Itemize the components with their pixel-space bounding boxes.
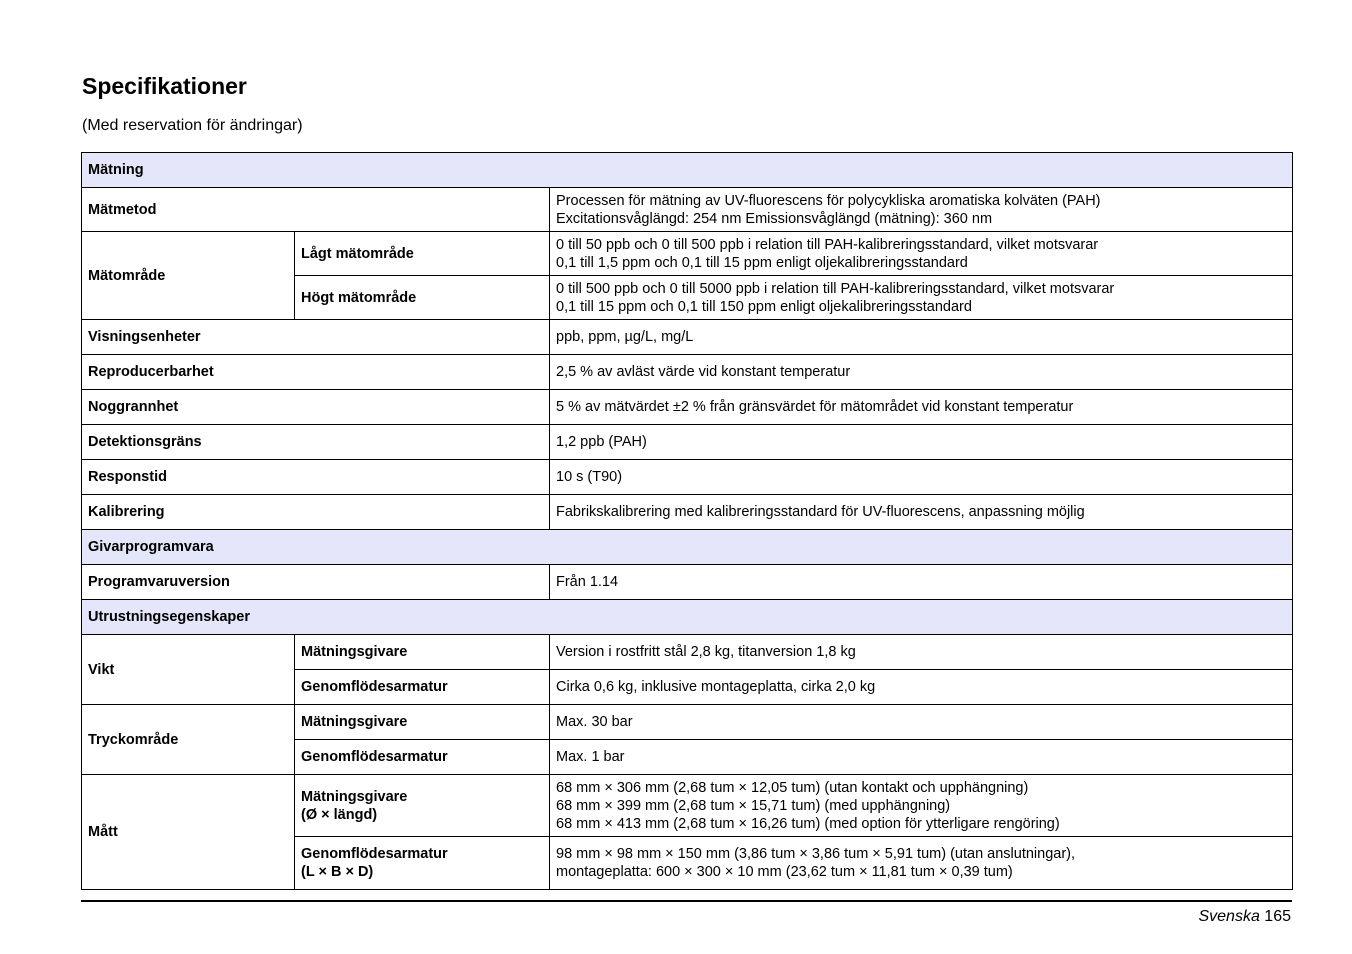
row-label: Mätmetod [82,188,550,232]
row-value: 5 % av mätvärdet ±2 % från gränsvärdet för mätområdet vid konstant temperatur [550,390,1293,425]
row-label: Tryckområde [82,705,295,775]
row-label: Mätområde [82,232,295,320]
table-row [82,232,1293,276]
value-line: 68 mm × 413 mm (2,68 tum × 16,26 tum) (med option för ytterligare rengöring) [556,815,1060,832]
row-value: ppb, ppm, µg/L, mg/L [550,320,1293,355]
table-row [82,460,1293,495]
section-title: Mätning [82,153,1293,188]
value-line: 0,1 till 1,5 ppm och 0,1 till 15 ppm enligt oljekalibreringsstandard [556,254,968,271]
value-line: montageplatta: 600 × 300 × 10 mm (23,62 tum × 11,81 tum × 0,39 tum) [556,864,1013,880]
page-footer [1198,908,1291,926]
row-value: Från 1.14 [550,565,1293,600]
row-label: Mått [82,775,295,890]
row-value: Max. 30 bar [550,705,1293,740]
row-label: Visningsenheter [82,320,550,355]
table-row [82,775,1293,837]
row-value: 1,2 ppb (PAH) [550,425,1293,460]
row-sublabel: Högt mätområde [295,276,550,320]
row-value: Cirka 0,6 kg, inklusive montageplatta, cirka 2,0 kg [550,670,1293,705]
row-sublabel [295,837,550,890]
value-line: 0 till 500 ppb och 0 till 5000 ppb i relation till PAH-kalibreringsstandard, vilket motsvarar [556,280,1115,297]
row-label: Noggrannhet [82,390,550,425]
row-sublabel: Genomflödesarmatur [295,670,550,705]
row-value [550,837,1293,890]
row-sublabel: Lågt mätområde [295,232,550,276]
footer-divider [81,900,1292,902]
row-label: Programvaruversion [82,565,550,600]
value-line: 68 mm × 399 mm (2,68 tum × 15,71 tum) (med upphängning) [556,797,951,814]
row-value: 10 s (T90) [550,460,1293,495]
table-row [82,188,1293,232]
row-value: Fabrikskalibrering med kalibreringsstandard för UV-fluorescens, anpassning möjlig [550,495,1293,530]
row-sublabel: Mätningsgivare [295,635,550,670]
sublabel-line: Genomflödesarmatur [301,846,448,862]
row-label: Kalibrering [82,495,550,530]
sublabel-line: Mätningsgivare [301,788,408,805]
specifications-table [81,152,1293,890]
value-line: 98 mm × 98 mm × 150 mm (3,86 tum × 3,86 tum × 5,91 tum) (utan anslutningar), [556,846,1076,862]
table-row [82,390,1293,425]
row-value [550,188,1293,232]
table-row [82,705,1293,740]
row-value [550,276,1293,320]
section-title: Utrustningsegenskaper [82,600,1293,635]
row-value [550,775,1293,837]
row-sublabel: Genomflödesarmatur [295,740,550,775]
row-value: 2,5 % av avläst värde vid konstant temperatur [550,355,1293,390]
row-label: Responstid [82,460,550,495]
sublabel-line: (Ø × längd) [301,806,378,823]
row-value: Version i rostfritt stål 2,8 kg, titanversion 1,8 kg [550,635,1293,670]
subtitle: (Med reservation för ändringar) [82,117,303,134]
row-label: Detektionsgräns [82,425,550,460]
row-label: Reproducerbarhet [82,355,550,390]
table-row [82,635,1293,670]
row-sublabel: Mätningsgivare [295,705,550,740]
value-line: Excitationsvåglängd: 254 nm Emissionsvåglängd (mätning): 360 nm [556,210,993,227]
sublabel-line: (L × B × D) [301,864,374,880]
table-row [82,425,1293,460]
table-row [82,565,1293,600]
row-sublabel [295,775,550,837]
value-line: 0 till 50 ppb och 0 till 500 ppb i relation till PAH-kalibreringsstandard, vilket motsvarar [556,236,1099,253]
page-title: Specifikationer [82,73,247,99]
row-value [550,232,1293,276]
section-title: Givarprogramvara [82,530,1293,565]
section-header-matning [82,153,1293,188]
row-label: Vikt [82,635,295,705]
page-number: 165 [1264,908,1291,925]
table-row [82,355,1293,390]
section-header-utrustningsegenskaper [82,600,1293,635]
footer-language: Svenska [1198,908,1260,925]
value-line: 0,1 till 15 ppm och 0,1 till 150 ppm enligt oljekalibreringsstandard [556,298,972,315]
table-row [82,320,1293,355]
table-row [82,495,1293,530]
value-line: Processen för mätning av UV-fluorescens för polycykliska aromatiska kolväten (PAH) [556,192,1101,209]
row-value: Max. 1 bar [550,740,1293,775]
section-header-givarprogramvara [82,530,1293,565]
value-line: 68 mm × 306 mm (2,68 tum × 12,05 tum) (utan kontakt och upphängning) [556,779,1029,796]
